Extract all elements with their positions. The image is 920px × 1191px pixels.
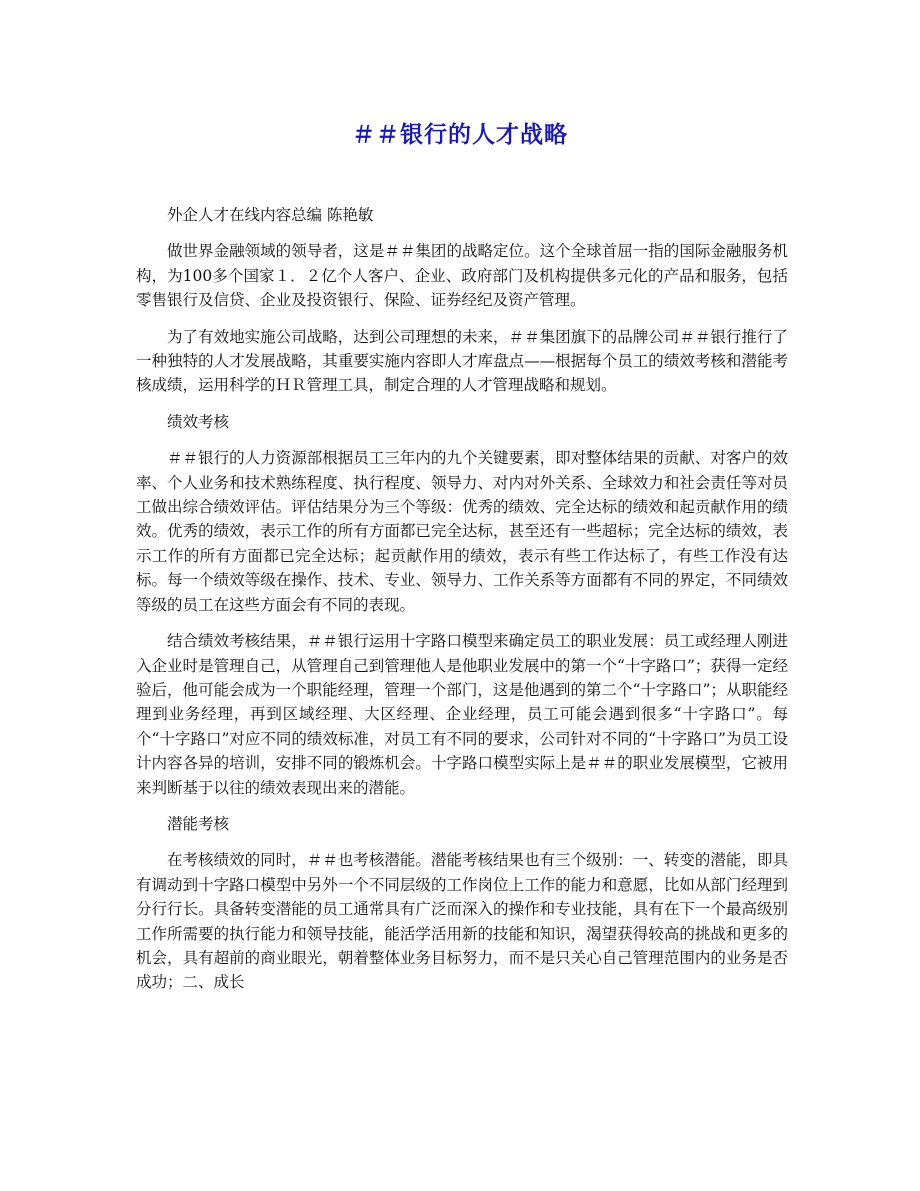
author-line: 外企人才在线内容总编 陈艳敏 xyxy=(167,206,374,224)
document-body xyxy=(136,203,788,1007)
paragraph-intro: 做世界金融领域的领导者，这是＃＃集团的战略定位。这个全球首屈一指的国际金融服务机构，为100多个国家１．２亿个人客户、企业、政府部门及机构提供多元化的产品和服务，包括零售银行及信贷、企业及投资银行、保险、证券经纪及资产管理。 xyxy=(136,242,788,310)
section-heading-performance: 绩效考核 xyxy=(167,412,230,431)
document-title: ＃＃银行的人才战略 xyxy=(352,122,568,148)
paragraph-performance: ＃＃银行的人力资源部根据员工三年内的九个关键要素，即对整体结果的贡献、对客户的效率、个人业务和技术熟练程度、执行程度、领导力、对内对外关系、全球效力和社会责任等对员工做出综合绩效评估。评估结果分为三个等级：优秀的绩效、完全达标的绩效和起贡献作用的绩效。优秀的绩效，表示工作的所有方面都已完全达标，甚至还有一些超标；完全达标的绩效，表示工作的所有方面都已完全达标；起贡献作用的绩效，表示有些工作达标了，有些工作没有达标。每一个绩效等级在操作、技术、专业、领导力、工作关系等方面都有不同的界定，不同绩效等级的员工在这些方面会有不同的表现。 xyxy=(136,449,788,614)
paragraph-strategy: 为了有效地实施公司战略，达到公司理想的未来，＃＃集团旗下的品牌公司＃＃银行推行了一种独特的人才发展战略，其重要实施内容即人才库盘点——根据每个员工的绩效考核和潜能考核成绩，运用科学的ＨＲ管理工具，制定合理的人才管理战略和规划。 xyxy=(136,327,788,395)
section-heading-potential: 潜能考核 xyxy=(167,814,230,833)
paragraph-crossroads: 结合绩效考核结果，＃＃银行运用十字路口模型来确定员工的职业发展：员工或经理人刚进入企业时是管理自己，从管理自己到管理他人是他职业发展中的第一个“十字路口”；获得一定经验后，他可能会成为一个职能经理，管理一个部门，这是他遇到的第二个“十字路口”；从职能经理到业务经理，再到区域经理、大区经理、企业经理，员工可能会遇到很多“十字路口”。每个“十字路口”对应不同的绩效标准，对员工有不同的要求，公司针对不同的“十字路口”为员工设计内容各异的培训，安排不同的锻炼机会。十字路口模型实际上是＃＃的职业发展模型，它被用来判断基于以往的绩效表现出来的潜能。 xyxy=(136,632,788,797)
paragraph-potential: 在考核绩效的同时，＃＃也考核潜能。潜能考核结果也有三个级别：一、转变的潜能，即具有调动到十字路口模型中另外一个不同层级的工作岗位上工作的能力和意愿，比如从部门经理到分行行长。具备转变潜能的员工通常具有广泛而深入的操作和专业技能，具有在下一个最高级别工作所需要的执行能力和领导技能，能活学活用新的技能和知识，渴望获得较高的挑战和更多的机会，具有超前的商业眼光，朝着整体业务目标努力，而不是只关心自己管理范围内的业务是否成功；二、成长 xyxy=(136,851,788,992)
